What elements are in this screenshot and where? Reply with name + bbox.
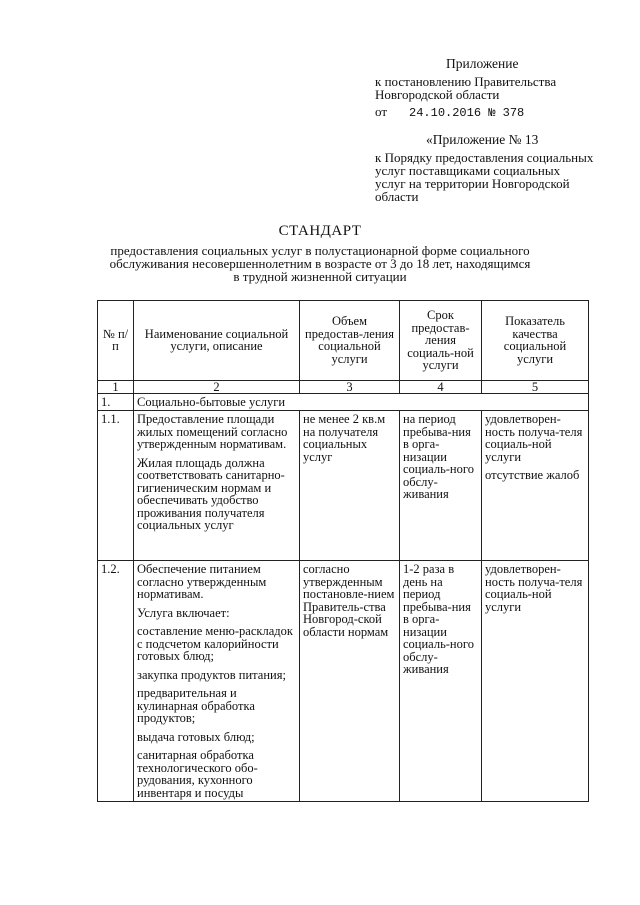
subtitle-line-1: предоставления социальных услуг в полустационарной форме социального (110, 243, 530, 258)
header-name: Наименование социальной услуги, описание (134, 301, 300, 381)
desc-paragraph: санитарная обработка технологического обо-рудования, кухонного инвентаря и посуды (137, 748, 258, 800)
subtitle-line-3: в трудной жизненной ситуации (233, 269, 407, 284)
row-description (134, 561, 300, 802)
subtitle-line-2: обслуживания несовершеннолетним в возрасте от 3 до 18 лет, находящимся (109, 256, 531, 271)
appendix-13-label: «Приложение № 13 (426, 132, 539, 147)
table-row (98, 561, 589, 802)
table-row (98, 411, 589, 561)
col-number: 1 (98, 380, 134, 393)
resolution-line-1: к постановлению Правительства (375, 74, 557, 89)
row-description (134, 411, 300, 561)
quality-paragraph: отсутствие жалоб (485, 468, 580, 482)
row-quality (482, 561, 589, 802)
header-volume: Объем предостав-ления социальной услуги (300, 301, 400, 381)
resolution-reference (375, 75, 615, 101)
col-number: 3 (300, 380, 400, 393)
order-line-1: к Порядку предоставления социальных (375, 150, 594, 165)
desc-paragraph: закупка продуктов питания; (137, 667, 286, 682)
row-num: 1.2. (98, 561, 134, 802)
header-num: № п/п (98, 301, 134, 381)
section-row (98, 393, 589, 411)
resolution-date (375, 105, 524, 120)
row-volume: не менее 2 кв.м на получателя социальных услуг (300, 411, 400, 561)
row-term: на период пребыва-ния в орга-низации социаль-ного обслу-живания (400, 411, 482, 561)
order-line-2: услуг поставщиками социальных (375, 163, 561, 178)
resolution-line-2: Новгородской области (375, 87, 500, 102)
desc-paragraph: Обеспечение питанием согласно утвержденным нормативам. (137, 562, 267, 601)
document-title: СТАНДАРТ (278, 223, 362, 239)
row-quality (482, 411, 589, 561)
col-number: 5 (482, 380, 589, 393)
order-reference (375, 151, 615, 203)
quality-paragraph: удовлетворен-ность получа-теля социаль-ной услуги (485, 412, 583, 464)
appendix-label: Приложение (446, 56, 519, 71)
table-header-row (98, 301, 589, 381)
date-prefix: от (375, 104, 388, 119)
order-line-4: области (375, 189, 419, 204)
desc-paragraph: Предоставление площади жилых помещений согласно утвержденным нормативам. (137, 412, 288, 451)
col-number: 2 (134, 380, 300, 393)
row-volume: согласно утвержденным постановле-нием Правитель-ства Новгород-ской области нормам (300, 561, 400, 802)
row-term: 1-2 раза в день на период пребыва-ния в орга-низации социаль-ного обслу-живания (400, 561, 482, 802)
row-num: 1.1. (98, 411, 134, 561)
header-term: Срок предостав-ления социаль-ной услуги (400, 301, 482, 381)
desc-paragraph: составление меню-раскладок с подсчетом калорийности готовых блюд; (137, 624, 293, 663)
desc-paragraph: выдача готовых блюд; (137, 729, 255, 744)
column-numbers-row (98, 380, 589, 393)
standard-table (97, 300, 589, 802)
col-number: 4 (400, 380, 482, 393)
quality-paragraph: удовлетворен-ность получа-теля социаль-ной услуги (485, 562, 583, 614)
order-line-3: услуг на территории Новгородской (375, 176, 570, 191)
header-quality: Показатель качества социальной услуги (482, 301, 589, 381)
date-number: 24.10.2016 № 378 (409, 106, 525, 120)
section-title: Социально-бытовые услуги (134, 393, 589, 411)
section-num: 1. (98, 393, 134, 411)
desc-paragraph: Жилая площадь должна соответствовать санитарно-гигиеническим нормам и обеспечивать удобство проживания получателя социальных услуг (137, 455, 285, 532)
desc-paragraph: Услуга включает: (137, 605, 230, 620)
desc-paragraph: предварительная и кулинарная обработка продуктов; (137, 686, 255, 725)
document-subtitle (100, 244, 540, 283)
